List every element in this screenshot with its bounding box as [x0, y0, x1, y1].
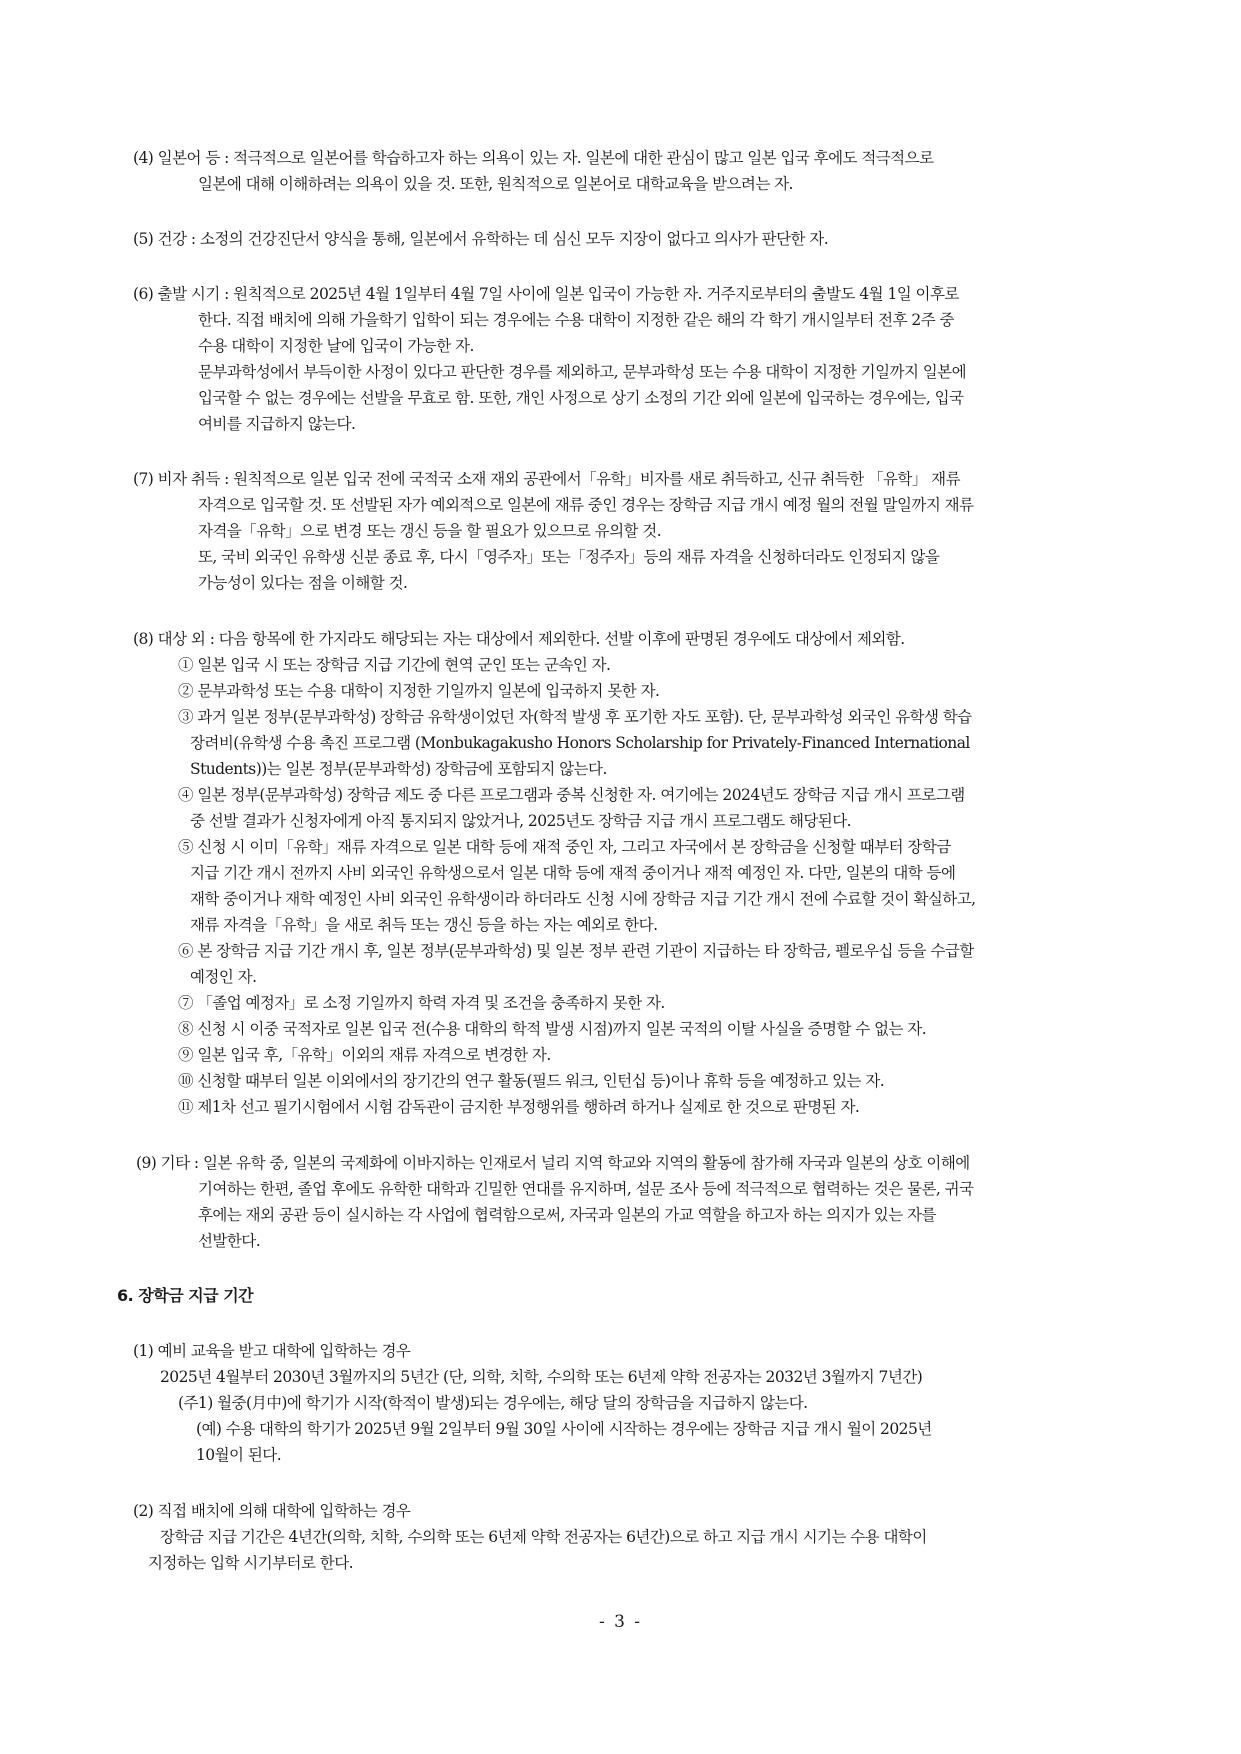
item-6-line-1: (6) 출발 시기 : 원칙적으로 2025년 4월 1일부터 4월 7일 사이에 일본 입국이 가능한 자. 거주지로부터의 출발도 4월 1일 이후로: [133, 285, 959, 303]
item-8-sub-5: ⑤ 신청 시 이미「유학」재류 자격으로 일본 대학 등에 재적 중인 자, 그리고 자국에서 본 장학금을 신청할 때부터 장학금: [178, 838, 951, 856]
item-8-sub-11: ⑪ 제1차 선고 필기시험에서 시험 감독관이 금지한 부정행위를 행하려 하거나 실제로 한 것으로 판명된 자.: [178, 1098, 860, 1116]
item-6-line-4: 문부과학성에서 부득이한 사정이 있다고 판단한 경우를 제외하고, 문부과학성 또는 수용 대학이 지정한 기일까지 일본에: [198, 363, 967, 381]
period-1-duration: 2025년 4월부터 2030년 3월까지의 5년간 (단, 의학, 치학, 수의학 또는 6년제 약학 전공자는 2032년 3월까지 7년간): [160, 1368, 923, 1386]
item-8-sub-5-cont-2: 재학 중이거나 재학 예정인 사비 외국인 유학생이라 하더라도 신청 시에 장학금 지급 기간 개시 전에 수료할 것이 확실하고,: [190, 890, 976, 908]
item-6-line-3: 수용 대학이 지정한 날에 입국이 가능한 자.: [198, 337, 474, 355]
item-7-line-4: 또, 국비 외국인 유학생 신분 종료 후, 다시「영주자」또는「정주자」등의 재류 자격을 신청하더라도 인정되지 않을: [198, 548, 940, 566]
item-7-line-1: (7) 비자 취득 : 원칙적으로 일본 입국 전에 국적국 소재 재외 공관에서「유학」비자를 새로 취득하고, 신규 취득한 「유학」 재류: [133, 470, 961, 488]
item-8-sub-3: ③ 과거 일본 정부(문부과학성) 장학금 유학생이었던 자(학적 발생 후 포기한 자도 포함). 단, 문부과학성 외국인 유학생 학습: [178, 708, 972, 726]
item-8-sub-4-cont: 중 선발 결과가 신청자에게 아직 통지되지 않았거나, 2025년도 장학금 지급 개시 프로그램도 해당된다.: [190, 812, 852, 830]
item-8-sub-3-cont-2: Students))는 일본 정부(문부과학성) 장학금에 포함되지 않는다.: [190, 760, 607, 778]
item-8-sub-7: ⑦ 「졸업 예정자」로 소정 기일까지 학력 자격 및 조건을 충족하지 못한 자.: [178, 994, 665, 1012]
period-1-example-cont: 10월이 된다.: [196, 1446, 282, 1464]
item-8-sub-3-cont-1: 장려비(유학생 수용 촉진 프로그램 (Monbukagakusho Honors Scholarship for Privately-Financed International: [190, 734, 970, 752]
item-5-line-1: (5) 건강 : 소정의 건강진단서 양식을 통해, 일본에서 유학하는 데 심신 모두 지장이 없다고 의사가 판단한 자.: [133, 230, 829, 248]
period-1-note: (주1) 월중(月中)에 학기가 시작(학적이 발생)되는 경우에는, 해당 달의 장학금을 지급하지 않는다.: [178, 1394, 808, 1412]
item-4-line-1: (4) 일본어 등 : 적극적으로 일본어를 학습하고자 하는 의욕이 있는 자. 일본에 대한 관심이 많고 일본 입국 후에도 적극적으로: [133, 149, 934, 167]
period-2-line-1: 장학금 지급 기간은 4년간(의학, 치학, 수의학 또는 6년제 약학 전공자는 6년간)으로 하고 지급 개시 시기는 수용 대학이: [160, 1528, 927, 1546]
item-6-line-6: 여비를 지급하지 않는다.: [198, 415, 356, 433]
item-8-sub-5-cont-3: 재류 자격을「유학」을 새로 취득 또는 갱신 등을 하는 자는 예외로 한다.: [190, 916, 658, 934]
item-8-sub-9: ⑨ 일본 입국 후,「유학」이외의 재류 자격으로 변경한 자.: [178, 1046, 551, 1064]
item-8-sub-6: ⑥ 본 장학금 지급 기간 개시 후, 일본 정부(문부과학성) 및 일본 정부 관련 기관이 지급하는 타 장학금, 펠로우십 등을 수급할: [178, 942, 974, 960]
section-6-heading: 6. 장학금 지급 기간: [117, 1286, 254, 1305]
item-8-sub-2: ② 문부과학성 또는 수용 대학이 지정한 기일까지 일본에 입국하지 못한 자.: [178, 682, 660, 700]
item-8-sub-10: ⑩ 신청할 때부터 일본 이외에서의 장기간의 연구 활동(필드 워크, 인턴십 등)이나 휴학 등을 예정하고 있는 자.: [178, 1072, 885, 1090]
item-7-line-3: 자격을「유학」으로 변경 또는 갱신 등을 할 필요가 있으므로 유의할 것.: [198, 522, 662, 540]
item-8-sub-8: ⑧ 신청 시 이중 국적자로 일본 입국 전(수용 대학의 학적 발생 시점)까지 일본 국적의 이탈 사실을 증명할 수 없는 자.: [178, 1020, 927, 1038]
item-8-sub-5-cont-1: 지급 기간 개시 전까지 사비 외국인 유학생으로서 일본 대학 등에 재적 중이거나 재적 예정인 자. 다만, 일본의 대학 등에: [190, 864, 956, 882]
item-8-line-1: (8) 대상 외 : 다음 항목에 한 가지라도 해당되는 자는 대상에서 제외한다. 선발 이후에 판명된 경우에도 대상에서 제외함.: [133, 630, 905, 648]
item-8-sub-1: ① 일본 입국 시 또는 장학금 지급 기간에 현역 군인 또는 군속인 자.: [178, 656, 611, 674]
period-1-title: (1) 예비 교육을 받고 대학에 입학하는 경우: [133, 1342, 411, 1360]
item-9-line-1: (9) 기타 : 일본 유학 중, 일본의 국제화에 이바지하는 인재로서 널리 지역 학교와 지역의 활동에 참가해 자국과 일본의 상호 이해에: [136, 1154, 970, 1172]
item-7-line-5: 가능성이 있다는 점을 이해할 것.: [198, 574, 408, 592]
period-1-example: (예) 수용 대학의 학기가 2025년 9월 2일부터 9월 30일 사이에 시작하는 경우에는 장학금 지급 개시 월이 2025년: [196, 1420, 932, 1438]
item-9-line-2: 기여하는 한편, 졸업 후에도 유학한 대학과 긴밀한 연대를 유지하며, 설문 조사 등에 적극적으로 협력하는 것은 물론, 귀국: [198, 1180, 974, 1198]
period-2-line-2: 지정하는 입학 시기부터로 한다.: [148, 1554, 354, 1572]
item-7-line-2: 자격으로 입국할 것. 또 선발된 자가 예외적으로 일본에 재류 중인 경우는 장학금 지급 개시 예정 월의 전월 말일까지 재류: [198, 496, 974, 514]
item-6-line-2: 한다. 직접 배치에 의해 가을학기 입학이 되는 경우에는 수용 대학이 지정한 같은 해의 각 학기 개시일부터 전후 2주 중: [198, 311, 954, 329]
period-2-title: (2) 직접 배치에 의해 대학에 입학하는 경우: [133, 1502, 411, 1520]
page-number: - 3 -: [598, 1612, 643, 1632]
item-6-line-5: 입국할 수 없는 경우에는 선발을 무효로 함. 또한, 개인 사정으로 상기 소정의 기간 외에 일본에 입국하는 경우에는, 입국: [198, 389, 964, 407]
item-9-line-3: 후에는 재외 공관 등이 실시하는 각 사업에 협력함으로써, 자국과 일본의 가교 역할을 하고자 하는 의지가 있는 자를: [198, 1206, 936, 1224]
item-4-line-2: 일본에 대해 이해하려는 의욕이 있을 것. 또한, 원칙적으로 일본어로 대학교육을 받으려는 자.: [198, 175, 793, 193]
item-8-sub-6-cont: 예정인 자.: [190, 968, 257, 986]
item-8-sub-4: ④ 일본 정부(문부과학성) 장학금 제도 중 다른 프로그램과 중복 신청한 자. 여기에는 2024년도 장학금 지급 개시 프로그램: [178, 786, 965, 804]
item-9-line-4: 선발한다.: [198, 1232, 261, 1250]
